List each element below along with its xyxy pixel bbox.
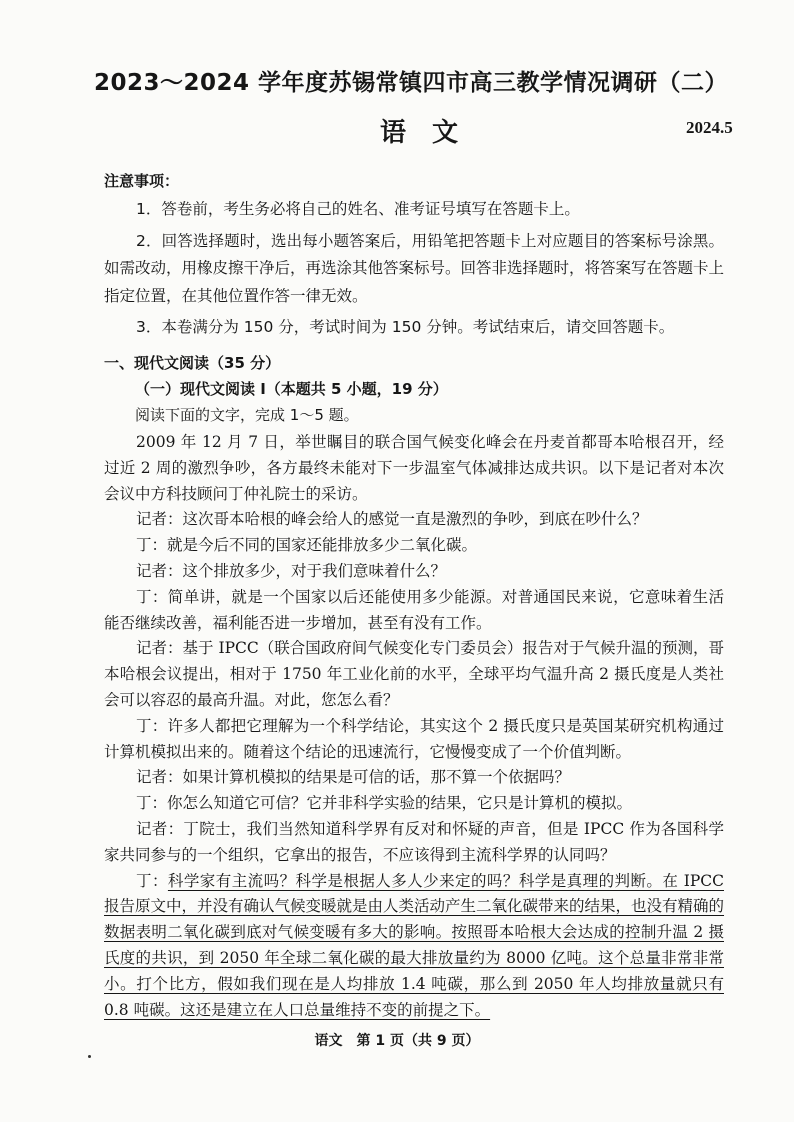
reading-instruction: 阅读下面的文字，完成 1～5 题。 [135, 406, 359, 424]
section-heading: 一、现代文阅读（35 分） [104, 354, 281, 372]
article-paragraph: 记者：丁院士，我们当然知道科学界有反对和怀疑的声音，但是 IPCC 作为各国科学家共同参与的一个组织，它拿出的报告，不应该得到主流科学界的认同吗？ [104, 819, 724, 864]
scan-mark [88, 1055, 91, 1058]
article-paragraph: 丁：你怎么知道它可信？它并非科学实验的结果，它只是计算机的模拟。 [136, 794, 633, 813]
notice-item: 3．本卷满分为 150 分，考试时间为 150 分钟。考试结束后，请交回答题卡。 [136, 318, 675, 336]
article-paragraph: 记者：这个排放多少，对于我们意味着什么？ [136, 561, 447, 580]
exam-date: 2024.5 [686, 118, 733, 137]
page-footer: 语文 第 1 页（共 9 页） [314, 1033, 480, 1049]
article-paragraph: 记者：这次哥本哈根的峰会给人的感觉一直是激烈的争吵，到底在吵什么？ [136, 510, 648, 529]
article-paragraph: 2009 年 12 月 7 日，举世瞩目的联合国气候变化峰会在丹麦首都哥本哈根召开，经过近 2 周的激烈争吵，各方最终未能对下一步温室气体减排达成共识。以下是记者对本次会议中方科技顾问丁仲礼院士的采访。 [104, 433, 724, 503]
speaker-label: 丁： [136, 871, 168, 890]
notice-item: 1．答卷前，考生务必将自己的姓名、准考证号填写在答题卡上。 [136, 200, 580, 218]
subsection-heading: （一）现代文阅读 I（本题共 5 小题，19 分） [135, 380, 448, 398]
exam-title: 2023～2024 学年度苏锡常镇四市高三教学情况调研（二） [94, 70, 729, 96]
reading-article [104, 430, 724, 1023]
article-paragraph: 记者：如果计算机模拟的结果是可信的话，那不算一个依据吗？ [136, 768, 571, 787]
notice-list [104, 196, 724, 346]
article-paragraph: 记者：基于 IPCC（联合国政府间气候变化专门委员会）报告对于气候升温的预测，哥本哈根会议提出，相对于 1750 年工业化前的水平，全球平均气温升高 2 摄氏度是人类社会可以容忍的最高升温。对此，您怎么看？ [104, 639, 724, 709]
article-paragraph: 丁：就是今后不同的国家还能排放多少二氧化碳。 [136, 536, 478, 555]
underlined-text: 科学家有主流吗？科学是根据人多人少来定的吗？科学是真理的判断。在 IPCC 报告原文中，并没有确认气候变暖就是由人类活动产生二氧化碳带来的结果，也没有精确的数据表明二氧化碳到底对气候变暖有多大的影响。按照哥本哈根大会达成的控制升温 2 摄氏度的共识，到 2050 年全球二氧化碳的最大排放量约为 8000 亿吨。这个总量非常非常小。打个比方，假如我们现在是人均排放 1.4 吨碳，那么到 2050 年人均排放量就只有 0.8 吨碳。这还是建立在人口总量维持不变的前提之下。 [104, 871, 725, 1019]
article-paragraph: 丁：许多人都把它理解为一个科学结论，其实这个 2 摄氏度只是英国某研究机构通过计算机模拟出来的。随着这个结论的迅速流行，它慢慢变成了一个价值判断。 [104, 716, 724, 761]
article-paragraph: 丁：简单讲，就是一个国家以后还能使用多少能源。对普通国民来说，它意味着生活能否继续改善，福利能否进一步增加，甚至有没有工作。 [104, 587, 724, 632]
underlined-paragraph [104, 869, 724, 1024]
notice-heading: 注意事项： [104, 172, 180, 190]
subject-title: 语文 [380, 118, 485, 148]
notice-item: 2．回答选择题时，选出每小题答案后，用铅笔把答题卡上对应题目的答案标号涂黑。如需改动，用橡皮擦干净后，再选涂其他答案标号。回答非选择题时，将答案写在答题卡上指定位置，在其他位置作答一律无效。 [104, 231, 725, 305]
